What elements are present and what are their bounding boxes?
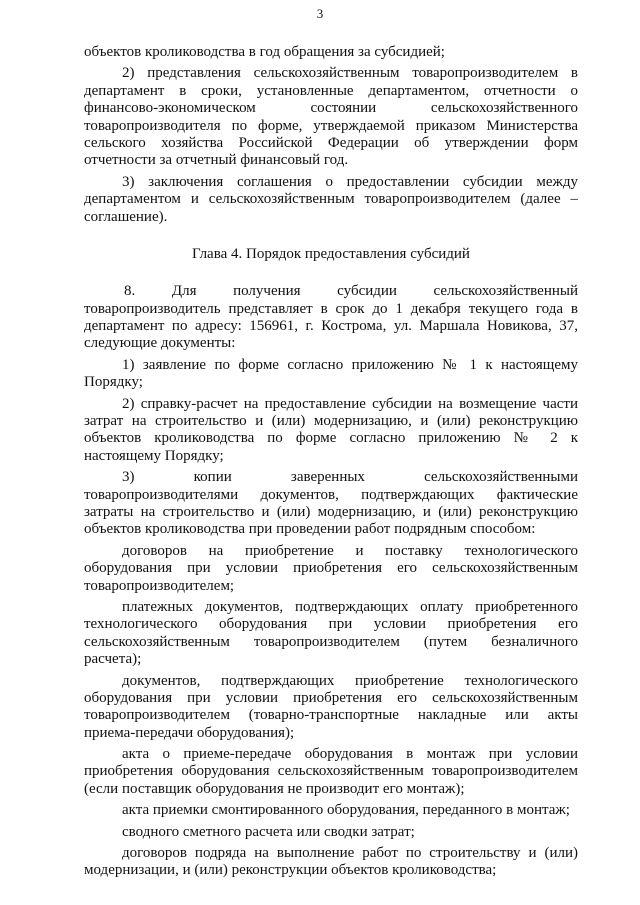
text-line: департамент по адресу: 156961, г. Кострома, ул. Маршала Новикова, 37, [84, 318, 578, 335]
text-line: оборудования при условии приобретения его сельскохозяйственным [84, 689, 578, 706]
text-line: 3) заключения соглашения о предоставлении субсидии между [122, 173, 578, 190]
text-line: договоров подряда на выполнение работ по строительству и (или) [122, 845, 578, 862]
text-line: технологического оборудования при условии приобретения его [84, 616, 578, 633]
text-line: акта приемки смонтированного оборудования, переданного в монтаж; [122, 802, 570, 819]
text-line: оборудования при условии приобретения его сельскохозяйственным [84, 560, 578, 577]
text-line: товаропроизводителя по форме, утверждаемой приказом Министерства [84, 117, 578, 134]
text-line: объектов кролиководства в год обращения за субсидией; [84, 44, 445, 60]
paragraph [84, 357, 578, 392]
paragraph [84, 283, 578, 353]
paragraphs-before-heading [84, 44, 578, 226]
text-line: 8. Для получения субсидии сельскохозяйственный [124, 283, 578, 300]
text-line: приобретения оборудования сельскохозяйственным товаропроизводителем [84, 763, 578, 780]
text-line: 2) справку-расчет на предоставление субсидии на возмещение части [122, 395, 578, 412]
text-line: затраты на строительство и (или) модернизацию, и (или) реконструкцию [84, 503, 578, 520]
text-line: финансово-экономическом состоянии сельскохозяйственного [84, 100, 578, 117]
paragraph [84, 396, 578, 466]
text-line: товаропроизводителем; [84, 577, 235, 594]
text-line: 2) представления сельскохозяйственным товаропроизводителем в [122, 65, 578, 82]
text-line: объектов кролиководства при проведении работ подрядным способом: [84, 521, 536, 538]
text-line: товаропроизводителем (товарно-транспортные накладные или акты [84, 707, 578, 724]
text-line: (если поставщик оборудования не производит его монтаж); [84, 780, 465, 797]
text-line: 1) заявление по форме согласно приложению № 1 к настоящему [122, 356, 578, 373]
paragraphs-after-heading [84, 283, 578, 880]
text-line: департаментом и сельскохозяйственным товаропроизводителем (далее – [84, 191, 578, 208]
text-line: следующие документы: [84, 335, 236, 352]
paragraph [84, 543, 578, 595]
text-line: сельскохозяйственным товаропроизводителем (путем безналичного [84, 633, 578, 650]
paragraph [84, 599, 578, 669]
text-line: акта о приеме-передаче оборудования в монтаж при условии [122, 746, 578, 763]
text-line: приема-передачи оборудования); [84, 724, 295, 741]
text-line: платежных документов, подтверждающих оплату приобретенного [122, 598, 578, 615]
text-line: департамент в сроки, установленные департаментом, отчетности о [84, 82, 578, 99]
text-line: настоящему Порядку; [84, 447, 224, 464]
paragraph [84, 845, 578, 880]
page-number: 3 [316, 6, 324, 21]
paragraph [84, 174, 578, 226]
text-line: 3) копии заверенных сельскохозяйственными [122, 469, 578, 486]
text-line: товаропроизводитель представляет в срок до 1 декабря текущего года в [84, 300, 578, 317]
paragraph [84, 65, 578, 169]
paragraph [84, 44, 578, 61]
paragraph [84, 824, 578, 841]
paragraph [84, 673, 578, 743]
text-line: сельского хозяйства Российской Федерации об утверждении форм [84, 134, 578, 151]
text-line: товаропроизводителями документов, подтверждающих фактические [84, 486, 578, 503]
paragraph [84, 802, 578, 819]
text-line: Порядку; [84, 374, 143, 391]
text-line: расчета); [84, 651, 142, 668]
paragraph [84, 746, 578, 798]
text-line: модернизации, и (или) реконструкции объектов кролиководства; [84, 862, 497, 879]
chapter-heading: Глава 4. Порядок предоставления субсидий [192, 245, 470, 262]
text-line: объектов кролиководства по форме согласно приложению № 2 к [84, 430, 578, 447]
paragraph [84, 469, 578, 539]
text-line: соглашение). [84, 208, 168, 225]
text-line: договоров на приобретение и поставку технологического [122, 542, 578, 559]
text-line: документов, подтверждающих приобретение технологического [122, 672, 578, 689]
text-line: отчетности за отчетный финансовый год. [84, 152, 349, 169]
text-line: затрат на строительство и (или) модернизацию, и (или) реконструкцию [84, 413, 578, 430]
document-body [84, 44, 578, 880]
text-line: сводного сметного расчета или сводки затрат; [122, 823, 415, 840]
